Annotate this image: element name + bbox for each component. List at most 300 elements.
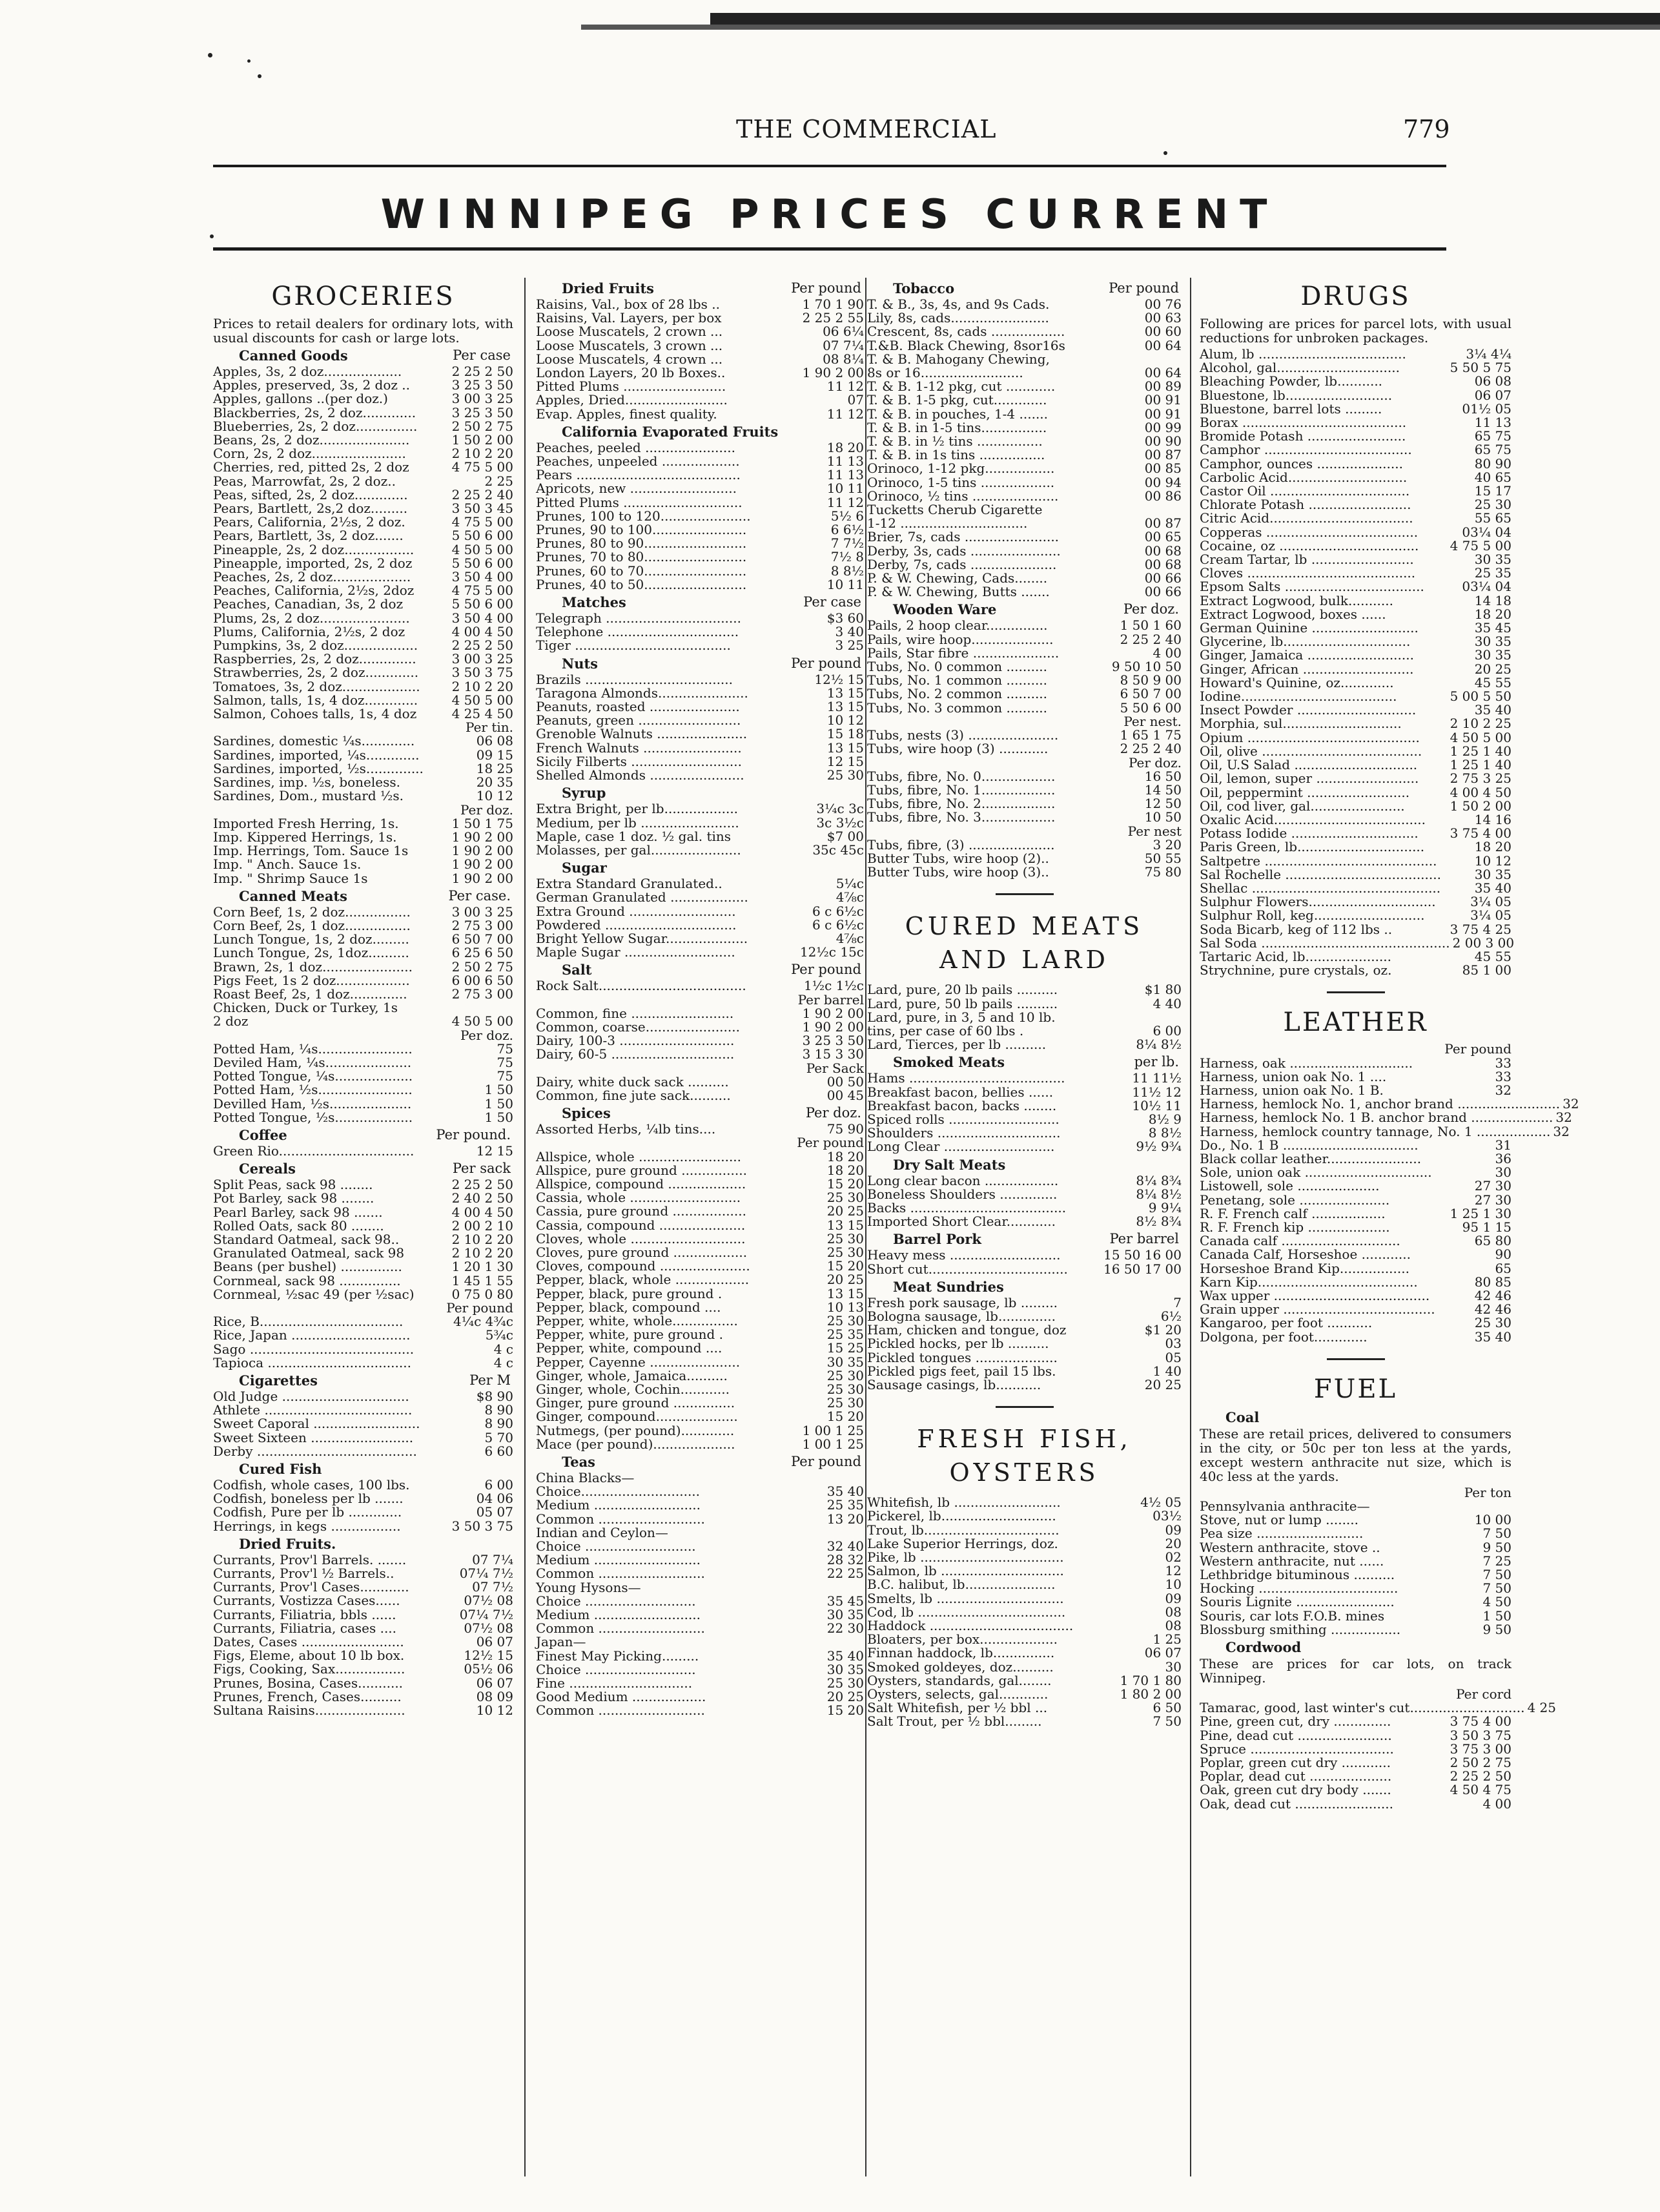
price-row	[536, 891, 864, 904]
item-name: Tomatoes, 3s, 2 doz...................	[213, 678, 420, 694]
price-row	[1200, 676, 1511, 690]
item-price: 7½ 8	[830, 549, 864, 565]
subsection-title: Tobacco	[893, 280, 955, 296]
item-price: 08 8¼	[823, 351, 864, 367]
item-name: Choice ...........................	[536, 1538, 696, 1555]
item-name: Prunes, Bosina, Cases...........	[213, 1675, 404, 1691]
item-name: Medium, per lb ........................	[536, 814, 739, 831]
item-price: 06 08	[476, 733, 513, 749]
item-name: Pepper, black, whole ..................	[536, 1272, 750, 1288]
item-name: Oil, cod liver, gal.......................	[1200, 798, 1405, 814]
item-name: Oil, peppermint .........................	[1200, 784, 1410, 800]
item-name: Common, coarse.......................	[536, 1018, 740, 1035]
item-name: Orinoco, 1-12 pkg.................	[867, 460, 1055, 477]
item-name: Athlete ....................................	[213, 1402, 413, 1418]
item-price: 65	[1495, 1260, 1511, 1276]
price-row	[213, 612, 513, 625]
item-price: 35 45	[1474, 620, 1511, 636]
item-name: Indian and Ceylon—	[536, 1524, 668, 1540]
item-name: Lake Superior Herrings, doz.	[867, 1535, 1058, 1551]
item-price: 7 50	[1482, 1580, 1511, 1597]
price-row	[1200, 539, 1511, 553]
price-row	[536, 523, 864, 537]
item-name: Derby, 7s, cads .....................	[867, 556, 1057, 572]
item-name: Cloves, pure ground ..................	[536, 1244, 748, 1260]
price-row	[536, 1048, 864, 1061]
publication-title: THE COMMERCIAL	[736, 115, 997, 143]
item-name: Dolgona, per foot.............	[1200, 1328, 1368, 1345]
subsection-title: Coal	[1225, 1409, 1260, 1425]
subsection-unit: Per barrel	[1109, 1231, 1179, 1247]
item-name: Nutmegs, (per pound).............	[536, 1422, 735, 1438]
item-name: Assorted Herbs, ¼lb tins....	[536, 1121, 716, 1137]
item-name: Souris, car lots F.O.B. mines	[1200, 1607, 1385, 1624]
item-name: Pigs Feet, 1s 2 doz..................	[213, 972, 410, 988]
price-row	[867, 572, 1182, 585]
item-name: Boneless Shoulders ..............	[867, 1186, 1058, 1202]
item-name: Derby .......................................	[213, 1443, 417, 1459]
item-name: Imp. Herrings, Tom. Sauce 1s	[213, 843, 409, 859]
item-price: 4⅞c	[835, 889, 864, 905]
price-row	[867, 838, 1182, 852]
item-name: T.&B. Black Chewing, 8sor16s	[867, 337, 1065, 353]
item-name: Breakfast bacon, bellies ......	[867, 1084, 1054, 1100]
item-price: $3 60	[826, 610, 864, 626]
price-row	[536, 802, 864, 816]
item-name: Evap. Apples, finest quality.	[536, 406, 717, 422]
item-name: Common, fine jute sack..........	[536, 1087, 731, 1103]
item-price: 4½ 05	[1140, 1494, 1182, 1511]
ink-speck	[208, 53, 212, 57]
price-row	[867, 558, 1182, 572]
item-name: Dairy, 60-5 ..............................	[536, 1046, 735, 1062]
item-name: Codfish, whole cases, 100 lbs.	[213, 1477, 410, 1493]
item-price	[1179, 353, 1182, 366]
price-row	[1200, 935, 1515, 951]
item-price: 1 90 2 00	[451, 843, 513, 859]
item-price: 07 7½	[472, 1579, 513, 1595]
price-row	[536, 1410, 864, 1423]
item-name: Grenoble Walnuts ......................	[536, 726, 748, 742]
item-name: 1-12 ...............................	[867, 515, 1028, 532]
price-row	[1200, 1555, 1511, 1568]
price-row	[213, 1315, 513, 1328]
item-name: Fine ..............................	[536, 1675, 693, 1691]
price-row	[867, 660, 1182, 674]
item-price: 25 30	[826, 1381, 864, 1398]
item-name: Tubs, fibre, (3) .....................	[867, 836, 1055, 853]
item-price: 00 68	[1144, 543, 1182, 559]
item-price: 15 20	[826, 1409, 864, 1425]
item-name: Tamarac, good, last winter's cut............................	[1200, 1700, 1525, 1716]
item-name: Figs, Eleme, about 10 lb box.	[213, 1648, 405, 1664]
price-row	[536, 1259, 864, 1273]
item-name: Blueberries, 2s, 2 doz...............	[213, 418, 418, 434]
price-row	[1200, 471, 1511, 484]
item-name: Smoked goldeyes, doz..........	[867, 1659, 1054, 1675]
item-name: Pears ........................................	[536, 467, 741, 483]
subsection-title: Meat Sundries	[893, 1278, 1004, 1295]
item-name: Peaches, peeled ......................	[536, 439, 735, 455]
item-name: Common ..........................	[536, 1566, 705, 1582]
subsection-unit: Per doz.	[805, 1105, 861, 1121]
item-price: 6 50 7 00	[1120, 686, 1182, 702]
price-row	[213, 1001, 513, 1015]
item-price: 3 40	[835, 624, 864, 640]
section-separator	[996, 1406, 1054, 1408]
price-row	[536, 741, 864, 755]
subsection-heading	[213, 1161, 513, 1177]
item-name: Canada calf .............................	[1200, 1233, 1400, 1249]
price-row	[536, 1341, 864, 1355]
price-row	[1200, 621, 1511, 635]
item-name: Prunes, 70 to 80.........................	[536, 549, 747, 565]
item-name: Smelts, lb ...............................	[867, 1590, 1064, 1606]
item-name: Prunes, 90 to 100.......................	[536, 522, 747, 538]
item-name: Poplar, dead cut ....................	[1200, 1768, 1392, 1784]
price-row	[213, 1288, 513, 1301]
section-heading: CURED MEATS AND LARD	[905, 912, 1144, 975]
subsection-title: Canned Meats	[239, 887, 347, 904]
price-row	[1200, 1084, 1511, 1097]
price-row	[213, 570, 513, 584]
price-row	[213, 749, 513, 762]
item-name: Sal Soda ..............................................	[1200, 935, 1450, 951]
price-row	[213, 1260, 513, 1274]
item-price: 00 85	[1144, 460, 1182, 477]
item-name: Roast Beef, 2s, 1 doz..............	[213, 986, 407, 1002]
item-name: Cream Tartar, lb .........................	[1200, 552, 1414, 568]
item-name: Tartaric Acid, lb.....................	[1200, 948, 1392, 964]
item-name: Chicken, Duck or Turkey, 1s	[213, 1000, 398, 1016]
price-row	[867, 783, 1182, 797]
price-row	[536, 1704, 864, 1717]
item-price: 6 00 6 50	[451, 972, 513, 988]
item-price: 27 30	[1474, 1192, 1511, 1208]
item-price: 32	[1553, 1123, 1570, 1139]
item-price: 30 35	[826, 1607, 864, 1623]
item-name: Dairy, white duck sack ..........	[536, 1073, 729, 1090]
item-price: 6 c 6½c	[812, 916, 864, 933]
price-row	[867, 1646, 1182, 1660]
item-name: German Quinine ..........................	[1200, 620, 1419, 636]
price-row	[536, 625, 864, 639]
item-price: 42 46	[1474, 1288, 1511, 1303]
unit-label	[867, 825, 1182, 838]
price-row	[536, 1273, 864, 1287]
price-row	[867, 1099, 1182, 1113]
price-row	[536, 1649, 864, 1663]
item-price: 4 40	[1153, 995, 1182, 1011]
item-price: 22 30	[826, 1620, 864, 1637]
price-row	[867, 503, 1182, 517]
item-price: 12½c 15c	[799, 944, 864, 960]
item-name: Cassia, whole ...........................	[536, 1190, 741, 1206]
price-row	[536, 1287, 864, 1301]
subsection-heading	[867, 1054, 1182, 1070]
item-price: 3 15 3 30	[802, 1046, 864, 1062]
item-name: Butter Tubs, wire hoop (3)..	[867, 864, 1049, 880]
price-row	[1200, 1568, 1511, 1582]
item-price: 18 20	[1474, 606, 1511, 622]
item-price: 2 00 2 10	[451, 1217, 513, 1234]
item-name: Codfish, Pure per lb .............	[213, 1504, 402, 1520]
item-name: Canada Calf, Horseshoe ............	[1200, 1246, 1411, 1263]
price-row	[867, 865, 1182, 879]
item-price: 1 70 1 90	[802, 296, 864, 312]
item-price: 95 1 15	[1462, 1219, 1511, 1235]
item-name: Kangaroo, per foot ...........	[1200, 1315, 1373, 1331]
item-price: 1 90 2 00	[802, 1005, 864, 1021]
column-dried-fruits-spices-teas	[536, 278, 864, 2176]
price-row	[213, 1070, 513, 1083]
item-name: Choice ...........................	[536, 1593, 696, 1609]
item-price: 4 50	[1482, 1594, 1511, 1610]
price-row	[536, 1177, 864, 1191]
price-row	[536, 366, 864, 380]
item-price: 1 20 1 30	[451, 1259, 513, 1275]
item-price: 2 75 3 25	[1450, 770, 1511, 787]
price-row	[1200, 909, 1511, 922]
price-row	[1200, 800, 1511, 813]
price-row	[867, 811, 1182, 824]
item-name: Salt Trout, per ½ bbl.........	[867, 1713, 1042, 1730]
price-row	[1200, 1123, 1570, 1139]
price-row	[213, 1431, 513, 1445]
item-price: 18 20	[1474, 839, 1511, 855]
item-price: 30 35	[826, 1354, 864, 1370]
item-name: Lunch Tongue, 1s, 2 doz.........	[213, 931, 409, 947]
item-name: Extract Logwood, bulk...........	[1200, 592, 1393, 608]
item-name: Butter Tubs, wire hoop (2)..	[867, 850, 1049, 866]
item-name: T. & B. in pouches, 1-4 .......	[867, 406, 1049, 422]
price-row	[536, 639, 864, 652]
price-row	[213, 933, 513, 946]
item-price: 02	[1165, 1549, 1182, 1566]
item-price: 75	[497, 1040, 513, 1057]
unit-label-text: Per nest	[1127, 823, 1182, 839]
item-name: Pike, lb ...................................	[867, 1549, 1064, 1566]
item-name: Cloves .........................................	[1200, 565, 1416, 581]
item-price: 85 1 00	[1462, 962, 1511, 978]
item-price: 31	[1495, 1137, 1511, 1153]
price-row	[536, 673, 864, 687]
subsection-heading	[1200, 1639, 1511, 1655]
item-price: 15 18	[826, 726, 864, 742]
item-name: Pineapple, 2s, 2 doz.................	[213, 541, 415, 557]
price-row	[213, 1649, 513, 1662]
item-price: 1 90 2 00	[451, 856, 513, 873]
item-name: B.C. halibut, lb......................	[867, 1576, 1056, 1593]
item-price: 4¼c 4¾c	[453, 1314, 513, 1330]
item-price: 4 25 4 50	[451, 706, 513, 722]
item-price: 9 50	[1482, 1539, 1511, 1555]
price-row	[1200, 840, 1511, 854]
price-row	[536, 1438, 864, 1451]
item-name: Prunes, 60 to 70.........................	[536, 563, 747, 579]
item-price: $8 90	[476, 1389, 513, 1405]
price-row	[213, 1662, 513, 1676]
item-name: Prunes, 80 to 90.........................	[536, 535, 747, 552]
item-name: Extra Standard Granulated..	[536, 876, 722, 892]
top-ink-bar-thin	[581, 25, 1660, 30]
subsection-heading	[536, 1454, 864, 1470]
item-name: Corn, 2s, 2 doz.......................	[213, 446, 406, 462]
item-price: 27 30	[1474, 1178, 1511, 1194]
item-price: 25 30	[826, 1190, 864, 1206]
price-row	[867, 742, 1182, 756]
item-price: 13 15	[826, 1285, 864, 1301]
price-row	[1200, 580, 1511, 594]
item-name: Tiger ......................................	[536, 637, 731, 654]
price-row	[1200, 526, 1511, 539]
item-name: R. F. French kip ....................	[1200, 1219, 1390, 1235]
header-rule	[213, 165, 1446, 167]
price-row	[1200, 1527, 1511, 1540]
price-row	[1200, 1276, 1511, 1289]
item-price: 40 65	[1474, 469, 1511, 485]
item-price: 2 25 2 40	[451, 486, 513, 502]
price-row	[536, 1191, 864, 1204]
item-price: $7 00	[826, 828, 864, 844]
item-name: Bloaters, per box...................	[867, 1631, 1058, 1648]
item-name: Japan—	[536, 1634, 586, 1650]
item-name: Lunch Tongue, 2s, 1doz..........	[213, 945, 409, 961]
item-name: Imp. " Anch. Sauce 1s.	[213, 856, 362, 873]
item-name: Ginger, Jamaica ..........................	[1200, 647, 1414, 663]
price-row	[867, 1310, 1182, 1323]
item-price: 09	[1165, 1590, 1182, 1606]
item-price: 3 00 3 25	[451, 651, 513, 667]
item-name: Alcohol, gal..............................	[1200, 360, 1400, 376]
price-row	[213, 1233, 513, 1246]
item-price: 2 25 2 55	[802, 310, 864, 326]
item-price: 35c 45c	[812, 842, 864, 858]
item-name: Soda Bicarb, keg of 112 lbs ..	[1200, 921, 1393, 937]
price-row	[213, 1015, 513, 1028]
subsection-heading	[536, 424, 864, 440]
item-name: Camphor, ounces .....................	[1200, 455, 1403, 471]
item-name: Pickled pigs feet, pail 15 lbs.	[867, 1363, 1056, 1379]
item-price: 1 00 1 25	[802, 1436, 864, 1452]
item-name: Poplar, green cut dry ............	[1200, 1755, 1391, 1771]
item-name: Bologna sausage, lb..............	[867, 1308, 1056, 1324]
subsection-heading	[213, 1536, 513, 1552]
price-row	[536, 1204, 864, 1218]
price-row	[536, 687, 864, 700]
item-name: Karn Kip.......................................	[1200, 1274, 1418, 1290]
price-row	[867, 1296, 1182, 1310]
item-name: Crescent, 8s, cads ..................	[867, 324, 1065, 340]
item-price: 7 25	[1482, 1553, 1511, 1569]
item-name: Pea size ..........................	[1200, 1525, 1364, 1542]
item-price: 42 46	[1474, 1301, 1511, 1318]
price-row	[536, 1020, 864, 1034]
item-price: 2 25 2 50	[1450, 1768, 1511, 1784]
item-name: Extra Ground ..........................	[536, 903, 736, 919]
item-name: Pitted Plums .............................	[536, 494, 743, 510]
item-price: 25 30	[826, 1395, 864, 1411]
section-heading: FRESH FISH, OYSTERS	[917, 1425, 1132, 1487]
item-price: 3 50 3 75	[451, 1518, 513, 1534]
item-name: Shelled Almonds .......................	[536, 767, 744, 783]
item-name: Pennsylvania anthracite—	[1200, 1498, 1370, 1514]
price-row	[213, 1580, 513, 1594]
price-row	[213, 1445, 513, 1458]
item-price: 1½c 1½c	[804, 978, 864, 994]
price-row	[867, 517, 1182, 530]
item-price: 5¼c	[835, 876, 864, 892]
price-row	[867, 448, 1182, 462]
item-price: 00 68	[1144, 556, 1182, 572]
item-price: 7	[1173, 1294, 1182, 1310]
price-row	[867, 1337, 1182, 1350]
item-price: 33	[1495, 1068, 1511, 1084]
unit-label	[213, 803, 513, 817]
item-price: 16 50 17 00	[1103, 1261, 1182, 1277]
item-price: 80 85	[1474, 1274, 1511, 1290]
subsection-title: Cordwood	[1225, 1639, 1302, 1656]
item-price: 12½ 15	[464, 1648, 513, 1664]
subsection-unit: Per pound	[791, 280, 861, 296]
item-name: Pickled hocks, per lb ..........	[867, 1336, 1049, 1352]
price-row	[536, 1328, 864, 1341]
price-row	[867, 1619, 1182, 1633]
price-row	[213, 557, 513, 570]
price-row	[867, 490, 1182, 503]
price-row	[1200, 690, 1511, 703]
item-name: Carbolic Acid.............................	[1200, 469, 1408, 485]
item-name: Long Clear ...........................	[867, 1139, 1055, 1155]
item-name: Cloves, whole ............................	[536, 1230, 746, 1246]
price-row	[213, 1608, 513, 1622]
item-name: Horseshoe Brand Kip.................	[1200, 1260, 1409, 1276]
price-row	[1200, 1729, 1511, 1742]
item-name: Rock Salt....................................	[536, 978, 746, 994]
price-row	[213, 652, 513, 666]
price-row	[213, 1403, 513, 1417]
item-name: Sweet Caporal ..........................	[213, 1416, 420, 1432]
item-name: Cherries, red, pitted 2s, 2 doz	[213, 459, 409, 475]
price-row	[867, 1688, 1182, 1701]
price-row	[1200, 868, 1511, 882]
item-price: 1 50 1 60	[1120, 617, 1182, 634]
price-row	[1200, 1207, 1511, 1221]
item-name: Maple Sugar ...........................	[536, 944, 735, 960]
price-row	[213, 974, 513, 987]
price-row	[867, 619, 1182, 632]
item-name: Tubs, fibre, No. 0..................	[867, 768, 1056, 784]
item-name: Cassia, compound .....................	[536, 1217, 746, 1233]
price-row	[536, 830, 864, 843]
price-row	[536, 1567, 864, 1580]
item-name: Potted Tongue, ¼s...................	[213, 1068, 413, 1084]
item-price: 1 90 2 00	[451, 870, 513, 886]
price-row	[867, 1633, 1182, 1646]
subsection-heading	[867, 280, 1182, 296]
price-row	[213, 584, 513, 597]
price-row	[213, 447, 513, 460]
item-name: Peanuts, green .........................	[536, 712, 741, 729]
price-row	[213, 543, 513, 557]
item-price	[861, 1581, 864, 1595]
price-row	[1200, 635, 1511, 648]
item-price: 25 30	[826, 767, 864, 783]
price-row	[213, 1594, 513, 1607]
price-row	[536, 1526, 864, 1540]
subsection-unit: Per pound	[791, 1454, 861, 1470]
item-price: 13 15	[826, 1217, 864, 1233]
